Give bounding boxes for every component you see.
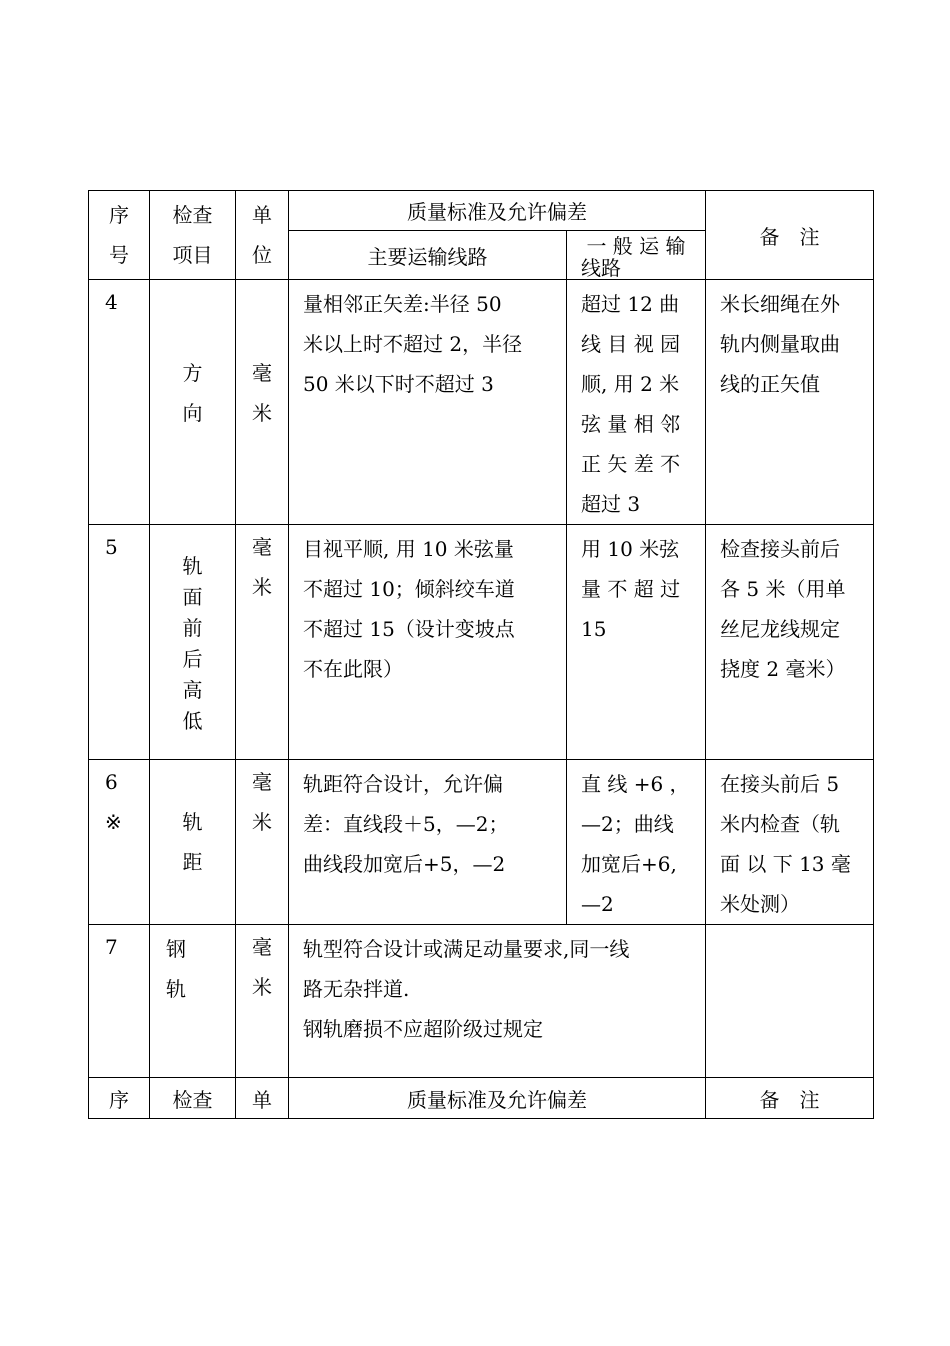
header-remark: 备 注 — [706, 191, 874, 280]
header-item-line1: 检查 — [172, 203, 213, 227]
reference-mark: ※ — [105, 810, 122, 834]
row-seq: 6 ※ — [89, 760, 150, 925]
header-main-route: 主要运输线路 — [289, 231, 567, 280]
quality-inspection-table — [88, 190, 874, 1119]
header-general-route — [567, 231, 706, 280]
footer-item: 检查 — [150, 1078, 236, 1119]
header-unit-line1: 单 — [252, 203, 272, 227]
footer-header-row — [89, 1078, 874, 1119]
header-item-line2: 项目 — [172, 243, 213, 267]
row-main-route: 量相邻正矢差:半径 50 米以上时不超过 2，半径 50 米以下时不超过 3 — [289, 280, 567, 525]
header-general-route-line2: 线路 — [581, 256, 621, 280]
row-item: 方 向 — [150, 280, 236, 525]
row-general-route: 直 线 +6 ， —2；曲线 加宽后+6, —2 — [567, 760, 706, 925]
header-unit-line2: 位 — [252, 243, 272, 267]
row-item: 钢 轨 — [150, 925, 236, 1078]
row-unit: 毫 米 — [236, 760, 289, 925]
footer-remark: 备 注 — [706, 1078, 874, 1119]
header-seq — [89, 191, 150, 280]
table-row — [89, 525, 874, 760]
row-unit: 毫 米 — [236, 280, 289, 525]
row-unit: 毫 米 — [236, 525, 289, 760]
row-seq: 4 — [89, 280, 150, 525]
row-general-route: 超过 12 曲 线 目 视 园 顺, 用 2 米 弦 量 相 邻 正 矢 差 不 超过 3 — [567, 280, 706, 525]
row-general-route: 用 10 米弦 量 不 超 过 15 — [567, 525, 706, 760]
header-seq-line1: 序 — [109, 203, 129, 227]
footer-seq: 序 — [89, 1078, 150, 1119]
footer-quality: 质量标准及允许偏差 — [289, 1078, 706, 1119]
table-row — [89, 760, 874, 925]
row-remark — [706, 925, 874, 1078]
header-general-route-line1: 一 般 运 输 — [586, 234, 686, 258]
table-row — [89, 280, 874, 525]
header-row-1 — [89, 191, 874, 231]
header-seq-line2: 号 — [109, 243, 129, 267]
header-quality: 质量标准及允许偏差 — [289, 191, 706, 231]
row-main-route: 轨型符合设计或满足动量要求,同一线 路无杂拌道. 钢轨磨损不应超阶级过规定 — [289, 925, 706, 1078]
row-item: 轨 面 前 后 高 低 — [150, 525, 236, 760]
row-item: 轨 距 — [150, 760, 236, 925]
row-remark: 米长细绳在外 轨内侧量取曲 线的正矢值 — [706, 280, 874, 525]
row-remark: 检查接头前后 各 5 米（用单 丝尼龙线规定 挠度 2 毫米） — [706, 525, 874, 760]
row-remark: 在接头前后 5 米内检查（轨 面 以 下 13 毫 米处测） — [706, 760, 874, 925]
footer-unit: 单 — [236, 1078, 289, 1119]
row-main-route: 目视平顺, 用 10 米弦量 不超过 10；倾斜绞车道 不超过 15（设计变坡点 不在此限） — [289, 525, 567, 760]
row-unit: 毫 米 — [236, 925, 289, 1078]
row-seq: 5 — [89, 525, 150, 760]
row-seq: 7 — [89, 925, 150, 1078]
header-item — [150, 191, 236, 280]
table-row — [89, 925, 874, 1078]
row-main-route: 轨距符合设计，允许偏 差：直线段＋5，—2； 曲线段加宽后+5，—2 — [289, 760, 567, 925]
header-unit — [236, 191, 289, 280]
